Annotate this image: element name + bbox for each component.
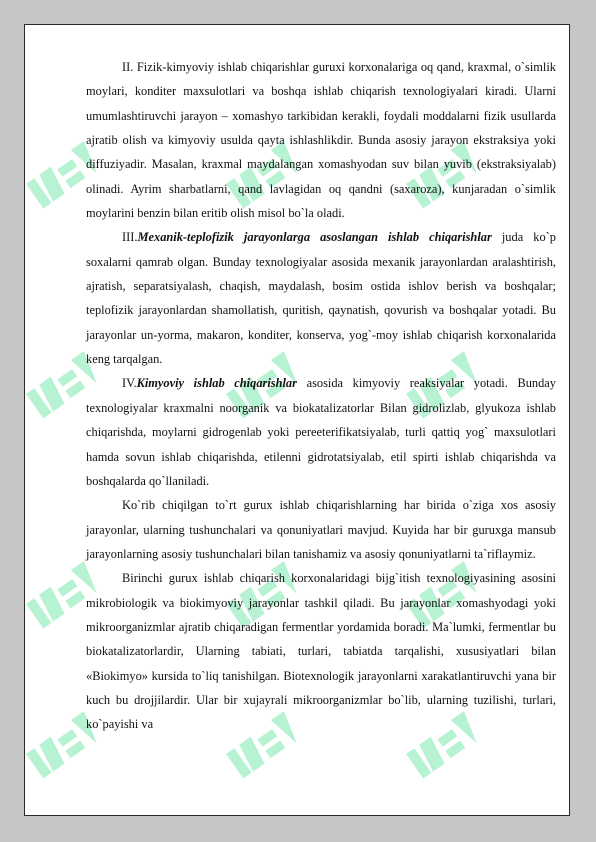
document-body bbox=[86, 55, 556, 737]
paragraph bbox=[86, 566, 556, 736]
document-page bbox=[24, 24, 570, 816]
paragraph-text: III. bbox=[122, 230, 138, 245]
paragraph-heading: Mexanik-teplofizik jarayonlarga asoslangan ishlab chiqarishlar bbox=[137, 230, 492, 245]
paragraph bbox=[86, 371, 556, 493]
paragraph-text: Ko`rib chiqilgan to`rt gurux ishlab chiqarishlarning har birida o`ziga xos asosiy jarayonlar, ularning tushunchalari va qonuniyatlari mavjud. Kuyida har bir guruxga mansub jarayonlarning asosiy tushunchalari bilan tanishamiz va asosiy qonuniyatlarni ta`riflaymiz. bbox=[86, 498, 556, 561]
paragraph-text: asosida kimyoviy reaksiyalar yotadi. Bunday texnologiyalar kraxmalni noorganik va biokatalizatorlar Bilan gidrolizlab, glyukoza ishlab chiqarishda, moylarni gidrogenlab yoki pereeterifikatsiyalab, turli qattiq yog` maxsulotlari hamda sovun ishlab chiqarishda, etilenni gidrotatsiyalab, etil spirti ishlab chiqarishda va boshqalarda qo`llaniladi. bbox=[86, 376, 556, 488]
paragraph-text: II. Fizik-kimyoviy ishlab chiqarishlar guruxi korxonalariga oq qand, kraxmal, o`simlik moylari, konditer maxsulotlari va boshqa ishlab chiqarish texnologiyalari kiradi. Ularni umumlashtiruvchi jarayon – xomashyo tarkibidan kerakli, foydali moddalarni fizik usullarda ajratib olish va kimyoviy usulda qayta ishlashlikdir. Bunda asosiy jarayon ekstraksiya yoki diffuziyadir. Masalan, kraxmal maydalangan xomashyodan suv bilan yuvib (ekstraksiyalab) olinadi. Ayrim sharbatlarni, qand lavlagidan oq qandni (saxaroza), kunjaradan o`simlik moylarini benzin bilan eritib olish misol bo`la oladi. bbox=[86, 60, 556, 221]
paragraph-text: Birinchi gurux ishlab chiqarish korxonalaridagi bijg`itish texnologiyasining asosini mikrobiologik va biokimyoviy jarayonlar tashkil qiladi. Bu jarayonlar xomashyodagi yoki mikroorganizmlar ajratib chiqaradigan fermentlar yordamida boradi. Ma`lumki, fermentlar bu biokatalizatorlardir, Ularning tabiati, turlari, tabiatda tarqalishi, xususiyatlari bilan «Biokimyo» kursida to`liq tanishilgan. Biotexnologik jarayonlarni xarakatlantiruvchi yana bir kuch bu drojjilardir. Ular bir xujayrali mikroorganizmlar bo`lib, ularning tuzilishi, turlari, ko`payishi va bbox=[86, 571, 556, 732]
paragraph bbox=[86, 225, 556, 371]
paragraph-text: juda ko`p soxalarni qamrab olgan. Bunday texnologiyalar asosida mexanik jarayonlardan aralashtirish, ajratish, separatsiyalash, chaqish, maydalash, bosim ostida ishlov berish va boshqalar; teplofizik jarayonlardan shamollatish, quritish, qaynatish, qovurish va boshqalar yotadi. Bu jarayonlar un-yorma, makaron, konditer, konserva, yog`-moy ishlab chiqarish korxonalarida keng tarqalgan. bbox=[86, 230, 556, 367]
paragraph bbox=[86, 55, 556, 225]
paragraph-text: IV. bbox=[122, 376, 137, 391]
paragraph bbox=[86, 493, 556, 566]
paragraph-heading: Kimyoviy ishlab chiqarishlar bbox=[136, 376, 297, 391]
